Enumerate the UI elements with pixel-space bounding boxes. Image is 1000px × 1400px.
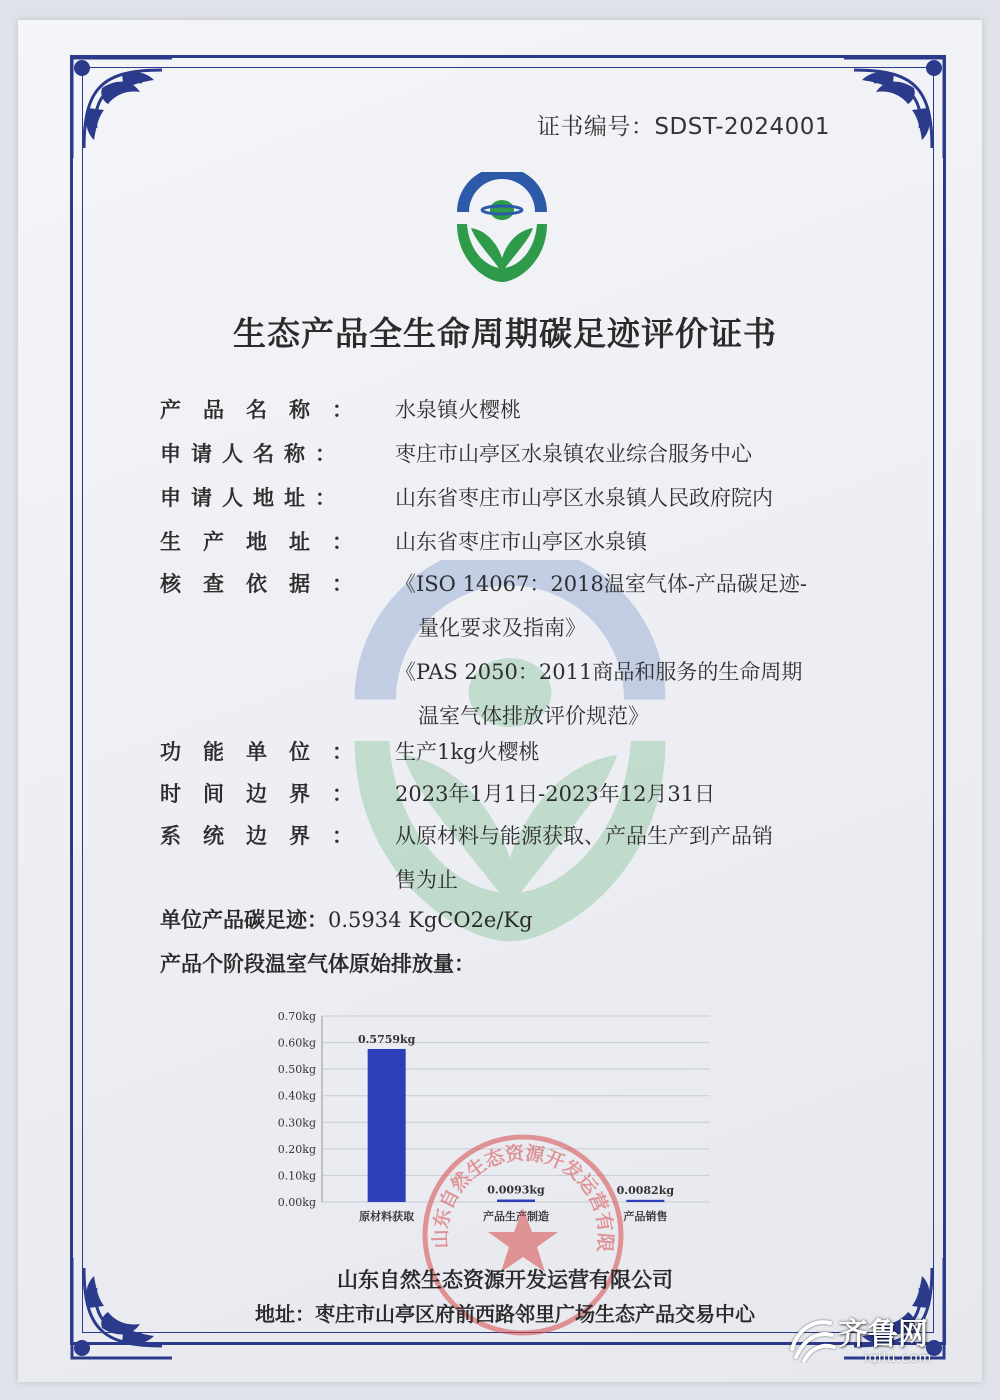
site-logo-icon xyxy=(784,1309,838,1363)
svg-text:山东自然生态资源开发运营有限公司: 山东自然生态资源开发运营有限 xyxy=(429,1142,617,1253)
field-label: 申请人名称： xyxy=(160,441,346,466)
chart-bar xyxy=(368,1049,406,1202)
chart-y-tick-label: 0.00kg xyxy=(277,1196,316,1209)
certificate-number: 证书编号：SDST-2024001 xyxy=(536,114,830,140)
field-value: 生产1kg火樱桃 xyxy=(395,740,540,764)
chart-bar xyxy=(626,1200,664,1202)
chart-y-tick-label: 0.40kg xyxy=(277,1089,316,1103)
chart-y-tick-label: 0.30kg xyxy=(277,1116,316,1130)
field-label: 时间边界： xyxy=(160,781,375,806)
site-watermark xyxy=(780,1305,980,1385)
cf-value: 0.5934 KgCO2e/Kg xyxy=(328,908,533,932)
site-domain: iqilu.com xyxy=(864,1351,933,1366)
unit-carbon-footprint xyxy=(160,898,533,942)
corner-ornament-icon xyxy=(62,48,182,168)
field-value: 枣庄市山亭区水泉镇农业综合服务中心 xyxy=(395,442,752,466)
chart-y-tick-label: 0.20kg xyxy=(277,1142,316,1156)
chart-y-tick-label: 0.70kg xyxy=(277,1010,316,1023)
chart-y-tick-label: 0.10kg xyxy=(277,1169,316,1183)
chart-data-label: 0.0093kg xyxy=(487,1183,545,1197)
field-value: 2023年1月1日-2023年12月31日 xyxy=(395,782,716,806)
field-label: 生产地址： xyxy=(160,529,375,554)
field-value: 山东省枣庄市山亭区水泉镇 xyxy=(395,530,647,554)
site-name: 齐鲁网 xyxy=(838,1317,928,1352)
field-value-line: 《PAS 2050：2011商品和服务的生命周期 xyxy=(395,660,803,684)
issuer-address: 地址：枣庄市山亭区府前西路邻里广场生态产品交易中心 xyxy=(255,1302,755,1326)
field-value-line: 《ISO 14067：2018温室气体-产品碳足迹- xyxy=(395,572,808,596)
corner-ornament-icon xyxy=(834,48,954,168)
chart-y-tick-label: 0.60kg xyxy=(277,1036,316,1050)
eco-product-logo-icon xyxy=(447,172,557,287)
chart-data-label: 0.5759kg xyxy=(357,1032,416,1046)
field-label: 核查依据： xyxy=(160,571,375,596)
field-label: 功能单位： xyxy=(160,739,375,764)
field-value: 水泉镇火樱桃 xyxy=(395,398,521,422)
field-label: 申请人地址： xyxy=(160,485,346,510)
chart-category-label: 产品生产制造 xyxy=(483,1210,549,1223)
cf-label: 单位产品碳足迹： xyxy=(160,907,328,932)
issuer-name: 山东自然生态资源开发运营有限公司 xyxy=(337,1268,673,1292)
field-value: 山东省枣庄市山亭区水泉镇人民政府院内 xyxy=(395,486,773,510)
chart-category-label: 产品销售 xyxy=(623,1210,668,1223)
field-value-line: 量化要求及指南》 xyxy=(418,616,586,640)
field-label: 系统边界： xyxy=(160,823,375,848)
stage-emissions-label: 产品个阶段温室气体原始排放量： xyxy=(160,951,475,976)
field-value-line: 温室气体排放评价规范》 xyxy=(418,704,649,728)
field-value-line: 售为止 xyxy=(395,868,458,892)
field-label: 产品名称： xyxy=(160,397,375,422)
field-value-line: 从原材料与能源获取、产品生产到产品销 xyxy=(395,824,773,848)
chart-category-label: 原材料获取 xyxy=(359,1210,415,1223)
certificate-title: 生态产品全生命周期碳足迹评价证书 xyxy=(233,314,777,353)
chart-data-label: 0.0082kg xyxy=(616,1183,675,1197)
chart-y-tick-label: 0.50kg xyxy=(277,1063,316,1077)
